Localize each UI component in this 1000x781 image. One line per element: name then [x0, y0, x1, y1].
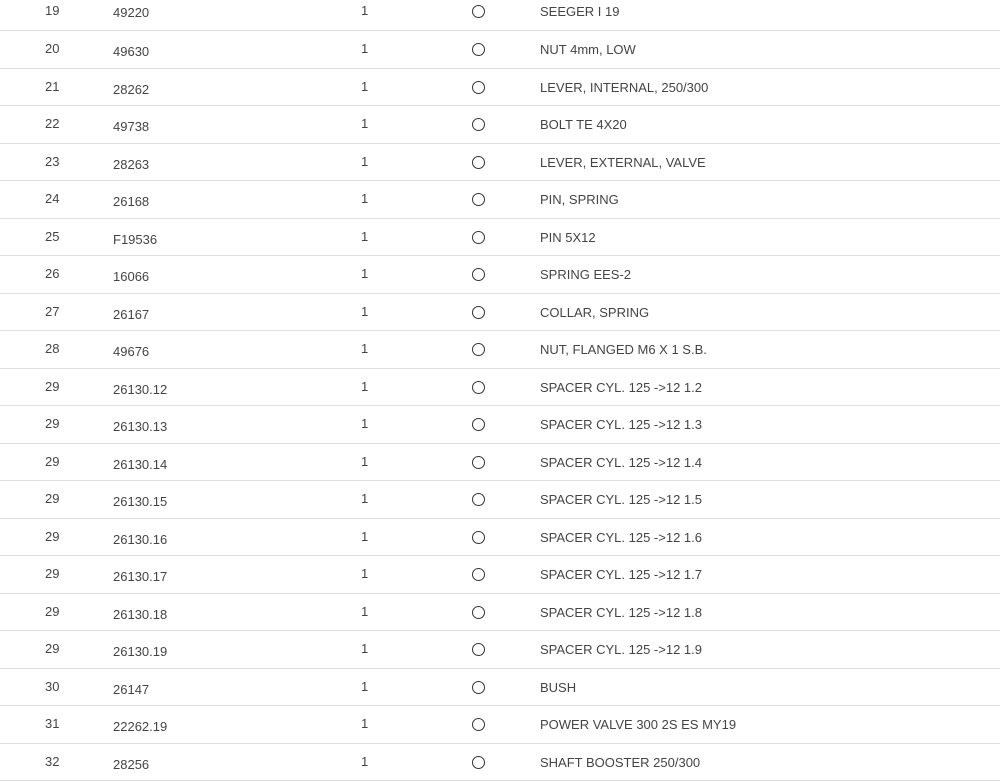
quantity: 1	[361, 529, 368, 545]
quantity: 1	[361, 416, 368, 432]
select-radio[interactable]	[472, 268, 485, 281]
part-description: SPACER CYL. 125 ->12 1.5	[540, 492, 702, 508]
part-code: 26167	[113, 307, 149, 323]
quantity: 1	[361, 716, 368, 732]
table-row	[0, 669, 1000, 707]
quantity: 1	[361, 566, 368, 582]
part-code: 49220	[113, 5, 149, 21]
table-row	[0, 481, 1000, 519]
part-code: 28262	[113, 82, 149, 98]
position-number: 23	[45, 154, 59, 170]
part-code: 26168	[113, 194, 149, 210]
select-radio[interactable]	[472, 718, 485, 731]
part-description: PIN, SPRING	[540, 192, 619, 208]
radio-circle-icon[interactable]	[472, 568, 485, 581]
part-code: 28256	[113, 757, 149, 773]
part-description: POWER VALVE 300 2S ES MY19	[540, 717, 736, 733]
part-description: NUT 4mm, LOW	[540, 42, 636, 58]
quantity: 1	[361, 304, 368, 320]
part-description: BOLT TE 4X20	[540, 117, 627, 133]
table-row	[0, 519, 1000, 557]
part-description: SEEGER I 19	[540, 4, 619, 20]
part-description: SPACER CYL. 125 ->12 1.4	[540, 455, 702, 471]
part-description: SPACER CYL. 125 ->12 1.7	[540, 567, 702, 583]
radio-circle-icon[interactable]	[472, 718, 485, 731]
select-radio[interactable]	[472, 456, 485, 469]
table-row	[0, 0, 1000, 31]
position-number: 30	[45, 679, 59, 695]
table-row	[0, 744, 1000, 781]
quantity: 1	[361, 191, 368, 207]
part-description: COLLAR, SPRING	[540, 305, 649, 321]
position-number: 29	[45, 566, 59, 582]
table-row	[0, 144, 1000, 182]
part-code: 26130.18	[113, 607, 167, 623]
quantity: 1	[361, 379, 368, 395]
radio-circle-icon[interactable]	[472, 643, 485, 656]
part-code: 26130.19	[113, 644, 167, 660]
part-description: SHAFT BOOSTER 250/300	[540, 755, 700, 771]
select-radio[interactable]	[472, 156, 485, 169]
select-radio[interactable]	[472, 493, 485, 506]
part-code: 22262.19	[113, 719, 167, 735]
table-row	[0, 706, 1000, 744]
position-number: 29	[45, 454, 59, 470]
radio-circle-icon[interactable]	[472, 306, 485, 319]
radio-circle-icon[interactable]	[472, 118, 485, 131]
position-number: 22	[45, 116, 59, 132]
quantity: 1	[361, 641, 368, 657]
quantity: 1	[361, 154, 368, 170]
select-radio[interactable]	[472, 193, 485, 206]
table-row	[0, 69, 1000, 107]
select-radio[interactable]	[472, 5, 485, 18]
part-code: 26130.16	[113, 532, 167, 548]
radio-circle-icon[interactable]	[472, 268, 485, 281]
select-radio[interactable]	[472, 606, 485, 619]
select-radio[interactable]	[472, 643, 485, 656]
select-radio[interactable]	[472, 343, 485, 356]
radio-circle-icon[interactable]	[472, 493, 485, 506]
table-row	[0, 294, 1000, 332]
part-code: 26130.14	[113, 457, 167, 473]
part-code: 26147	[113, 682, 149, 698]
position-number: 29	[45, 641, 59, 657]
table-row	[0, 631, 1000, 669]
part-code: F19536	[113, 232, 157, 248]
position-number: 27	[45, 304, 59, 320]
quantity: 1	[361, 491, 368, 507]
select-radio[interactable]	[472, 231, 485, 244]
position-number: 29	[45, 379, 59, 395]
part-description: SPACER CYL. 125 ->12 1.3	[540, 417, 702, 433]
quantity: 1	[361, 266, 368, 282]
table-row	[0, 256, 1000, 294]
select-radio[interactable]	[472, 81, 485, 94]
part-code: 49630	[113, 44, 149, 60]
part-code: 26130.15	[113, 494, 167, 510]
radio-circle-icon[interactable]	[472, 193, 485, 206]
table-row	[0, 444, 1000, 482]
table-row	[0, 594, 1000, 632]
table-row	[0, 181, 1000, 219]
part-code: 49738	[113, 119, 149, 135]
quantity: 1	[361, 41, 368, 57]
radio-circle-icon[interactable]	[472, 43, 485, 56]
part-code: 26130.17	[113, 569, 167, 585]
select-radio[interactable]	[472, 756, 485, 769]
part-code: 26130.12	[113, 382, 167, 398]
part-description: LEVER, INTERNAL, 250/300	[540, 80, 708, 96]
position-number: 20	[45, 41, 59, 57]
quantity: 1	[361, 3, 368, 19]
position-number: 28	[45, 341, 59, 357]
position-number: 26	[45, 266, 59, 282]
part-code: 49676	[113, 344, 149, 360]
radio-circle-icon[interactable]	[472, 756, 485, 769]
quantity: 1	[361, 754, 368, 770]
part-description: BUSH	[540, 680, 576, 696]
radio-circle-icon[interactable]	[472, 381, 485, 394]
part-description: SPACER CYL. 125 ->12 1.9	[540, 642, 702, 658]
radio-circle-icon[interactable]	[472, 418, 485, 431]
position-number: 29	[45, 416, 59, 432]
quantity: 1	[361, 679, 368, 695]
radio-circle-icon[interactable]	[472, 681, 485, 694]
part-description: SPACER CYL. 125 ->12 1.8	[540, 605, 702, 621]
quantity: 1	[361, 116, 368, 132]
position-number: 32	[45, 754, 59, 770]
radio-circle-icon[interactable]	[472, 456, 485, 469]
part-description: LEVER, EXTERNAL, VALVE	[540, 155, 706, 171]
table-row	[0, 556, 1000, 594]
select-radio[interactable]	[472, 681, 485, 694]
part-code: 16066	[113, 269, 149, 285]
radio-circle-icon[interactable]	[472, 531, 485, 544]
position-number: 24	[45, 191, 59, 207]
position-number: 19	[45, 3, 59, 19]
part-code: 26130.13	[113, 419, 167, 435]
table-row	[0, 369, 1000, 407]
select-radio[interactable]	[472, 118, 485, 131]
quantity: 1	[361, 79, 368, 95]
quantity: 1	[361, 229, 368, 245]
position-number: 25	[45, 229, 59, 245]
radio-circle-icon[interactable]	[472, 5, 485, 18]
quantity: 1	[361, 604, 368, 620]
select-radio[interactable]	[472, 306, 485, 319]
radio-circle-icon[interactable]	[472, 343, 485, 356]
table-row	[0, 331, 1000, 369]
part-description: SPACER CYL. 125 ->12 1.6	[540, 530, 702, 546]
radio-circle-icon[interactable]	[472, 81, 485, 94]
part-code: 28263	[113, 157, 149, 173]
radio-circle-icon[interactable]	[472, 156, 485, 169]
select-radio[interactable]	[472, 568, 485, 581]
table-row	[0, 406, 1000, 444]
radio-circle-icon[interactable]	[472, 231, 485, 244]
part-description: SPACER CYL. 125 ->12 1.2	[540, 380, 702, 396]
position-number: 29	[45, 604, 59, 620]
select-radio[interactable]	[472, 418, 485, 431]
table-row	[0, 106, 1000, 144]
quantity: 1	[361, 341, 368, 357]
select-radio[interactable]	[472, 531, 485, 544]
table-row	[0, 31, 1000, 69]
position-number: 29	[45, 529, 59, 545]
quantity: 1	[361, 454, 368, 470]
table-row	[0, 219, 1000, 257]
part-description: PIN 5X12	[540, 230, 596, 246]
position-number: 31	[45, 716, 59, 732]
part-description: SPRING EES-2	[540, 267, 631, 283]
select-radio[interactable]	[472, 43, 485, 56]
part-description: NUT, FLANGED M6 X 1 S.B.	[540, 342, 707, 358]
select-radio[interactable]	[472, 381, 485, 394]
radio-circle-icon[interactable]	[472, 606, 485, 619]
position-number: 29	[45, 491, 59, 507]
position-number: 21	[45, 79, 59, 95]
